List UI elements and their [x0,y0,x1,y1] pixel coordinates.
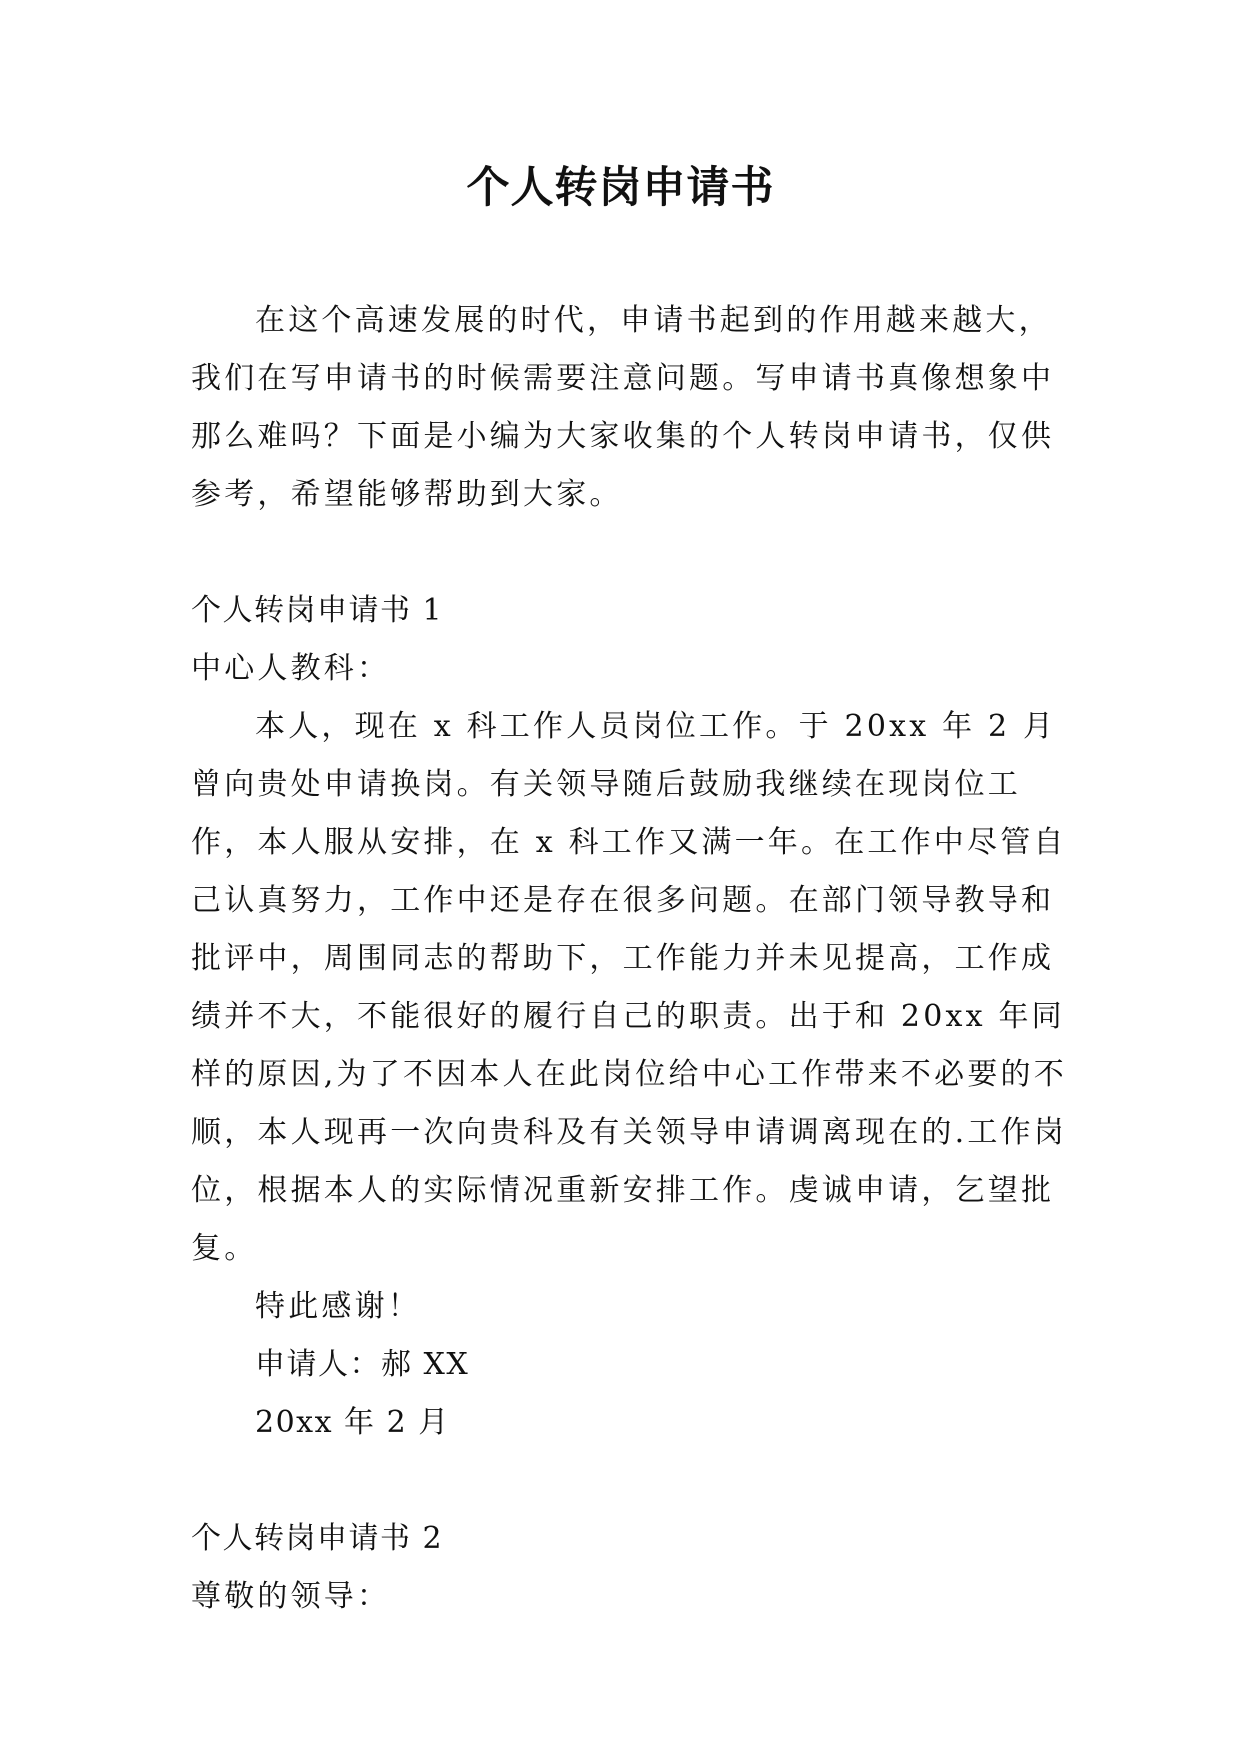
document-body [191,292,1071,1626]
section2-salutation: 尊敬的领导： [191,1579,391,1614]
intro-paragraph: 在这个高速发展的时代，申请书起到的作用越来越大，我们在写申请书的时候需要注意问题。写申请书真像想象中那么难吗？下面是小编为大家收集的个人转岗申请书，仅供参考，希望能够帮助到大家。 [191,303,1055,512]
section1-applicant: 申请人：郝 XX [255,1347,470,1382]
section1-date: 20xx 年 2 月 [255,1405,450,1440]
document-title: 个人转岗申请书 [466,163,775,213]
spacer [191,1452,1071,1510]
section1-body-paragraph: 本人，现在 x 科工作人员岗位工作。于 20xx 年 2 月曾向贵处申请换岗。有关领导随后鼓励我继续在现岗位工作，本人服从安排，在 x 科工作又满一年。在工作中尽管自己认真努力，工作中还是存在很多问题。在部门领导教导和批评中，周围同志的帮助下，工作能力并未见提高，工作成绩并不大，不能很好的履行自己的职责。出于和 20xx 年同样的原因,为了不因本人在此岗位给中心工作带来不必要的不顺，本人现再一次向贵科及有关领导申请调离现在的.工作岗位，根据本人的实际情况重新安排工作。虔诚申请，乞望批复。 [191,709,1067,1266]
section1-heading: 个人转岗申请书 1 [191,593,444,628]
section1-thanks: 特此感谢！ [255,1289,421,1324]
section1-salutation: 中心人教科： [191,651,391,686]
spacer [191,524,1071,582]
section2-heading: 个人转岗申请书 2 [191,1521,444,1556]
